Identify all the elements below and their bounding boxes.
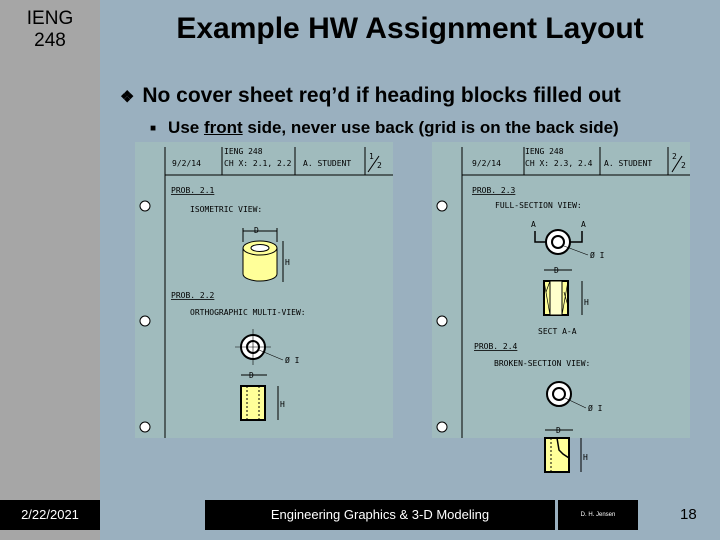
- heading-course: IENG 248: [224, 147, 263, 156]
- dimension-h: H: [280, 400, 285, 409]
- homework-page-2: [432, 142, 690, 462]
- bullet-icon: ❖: [120, 89, 135, 106]
- heading-course: IENG 248: [525, 147, 564, 156]
- page-1-drawing: [135, 142, 393, 438]
- bullet-text: No cover sheet req’d if heading blocks filled out: [142, 84, 621, 107]
- footer-course-title: Engineering Graphics & 3-D Modeling: [205, 500, 555, 530]
- page-2-drawing: [432, 142, 690, 438]
- dimension-h: H: [285, 258, 290, 267]
- heading-chapter: CH X: 2.3, 2.4: [525, 159, 593, 168]
- broken-section-view: [545, 382, 603, 435]
- dimension-h: H: [584, 298, 589, 307]
- heading-page-total: 2: [681, 161, 686, 170]
- heading-name: A. STUDENT: [604, 159, 653, 168]
- heading-page-total: 2: [377, 161, 382, 170]
- section-arrow-label: A: [531, 220, 536, 229]
- course-code: IENG 248: [26, 8, 74, 51]
- bullet-text-pre: Use: [168, 118, 204, 137]
- punch-hole: [437, 422, 447, 432]
- problem-label: PROB. 2.3: [472, 186, 516, 195]
- broken-section-body: [537, 434, 597, 494]
- full-section-view: [531, 220, 605, 336]
- punch-hole: [140, 201, 150, 211]
- bullet-front-side: [150, 118, 619, 138]
- bullet-cover-sheet: [120, 84, 621, 108]
- bullet-text-underline: front: [203, 118, 243, 137]
- view-label: BROKEN-SECTION VIEW:: [494, 359, 591, 368]
- punch-hole: [437, 201, 447, 211]
- footer-date: 2/22/2021: [0, 500, 100, 530]
- dimension-diameter: Ø I: [590, 251, 605, 260]
- punch-hole: [140, 316, 150, 326]
- heading-date: 9/2/14: [472, 159, 501, 168]
- dimension-d: D: [556, 426, 561, 435]
- view-label: FULL-SECTION VIEW:: [495, 201, 582, 210]
- heading-page-num: 2: [672, 152, 677, 161]
- dimension-d: D: [554, 266, 559, 275]
- slide-page-number: 18: [680, 506, 697, 523]
- heading-page-num: 1: [369, 152, 374, 161]
- problem-label: PROB. 2.1: [171, 186, 215, 195]
- dimension-d: D: [249, 371, 254, 380]
- heading-chapter: CH X: 2.1, 2.2: [224, 159, 292, 168]
- problem-label: PROB. 2.4: [474, 342, 518, 351]
- punch-hole: [437, 316, 447, 326]
- bullet-text-post: side, never use back (grid is on the back side): [242, 118, 619, 137]
- orthographic-views: [235, 329, 300, 420]
- isometric-cylinder: [243, 226, 290, 282]
- view-label: ISOMETRIC VIEW:: [190, 205, 263, 214]
- punch-hole: [140, 422, 150, 432]
- square-bullet-icon: ■: [150, 123, 157, 134]
- dimension-diameter: Ø I: [285, 356, 300, 365]
- dimension-h: H: [583, 453, 588, 462]
- section-label: SECT A-A: [538, 327, 577, 336]
- homework-page-1: [135, 142, 393, 438]
- dimension-diameter: Ø I: [588, 404, 603, 413]
- heading-name: A. STUDENT: [303, 159, 352, 168]
- dimension-d: D: [254, 226, 259, 235]
- slide-title: Example HW Assignment Layout: [176, 12, 644, 45]
- problem-label: PROB. 2.2: [171, 291, 215, 300]
- heading-date: 9/2/14: [172, 159, 201, 168]
- view-label: ORTHOGRAPHIC MULTI-VIEW:: [190, 308, 306, 317]
- sidebar: [0, 0, 100, 540]
- footer-author: D. H. Jensen: [558, 500, 638, 530]
- section-arrow-label: A: [581, 220, 586, 229]
